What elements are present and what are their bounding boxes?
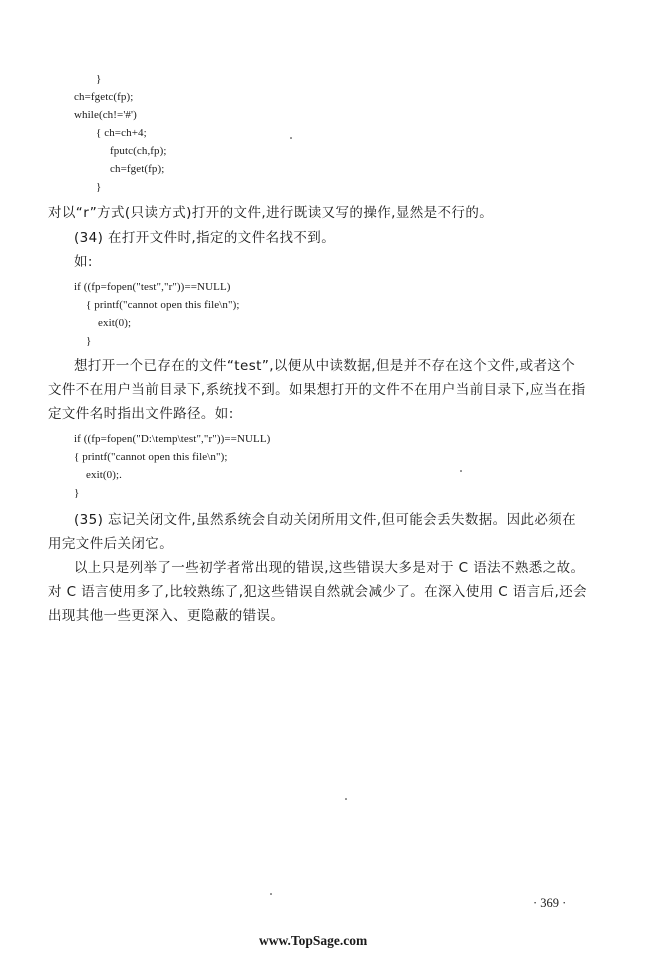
scan-speck (290, 137, 292, 139)
code-line: } (96, 181, 102, 193)
page-number: · 369 · (533, 896, 567, 910)
code-line: { ch=ch+4; (96, 127, 147, 139)
code-line: } (74, 487, 80, 499)
code-line: if ((fp=fopen("D:\temp\test","r"))==NULL) (74, 433, 271, 445)
code-line: fputc(ch,fp); (110, 145, 167, 157)
code-line: { printf("cannot open this file\n"); (74, 451, 228, 463)
code-line: while(ch!='#') (74, 109, 137, 121)
item-35-paragraph-line: (35) 忘记关闭文件,虽然系统会自动关闭所用文件,但可能会丢失数据。因此必须在 (74, 512, 577, 528)
closing-paragraph-line: 出现其他一些更深入、更隐蔽的错误。 (48, 608, 285, 624)
code-line: } (86, 335, 92, 347)
footer-url: www.TopSage.com (259, 933, 368, 948)
body-paragraph-line: 定文件名时指出文件路径。如: (48, 406, 234, 422)
example-label: 如: (74, 254, 93, 270)
code-line: { printf("cannot open this file\n"); (86, 299, 240, 311)
item-34-heading: (34) 在打开文件时,指定的文件名找不到。 (74, 230, 336, 246)
body-paragraph-line: 文件不在用户当前目录下,系统找不到。如果想打开的文件不在用户当前目录下,应当在指 (48, 382, 586, 398)
scan-speck (345, 798, 347, 800)
item-35-paragraph-line: 用完文件后关闭它。 (48, 536, 174, 552)
code-line: ch=fget(fp); (110, 163, 165, 175)
closing-paragraph-line: 以上只是列举了一些初学者常出现的错误,这些错误大多是对于 C 语法不熟悉之故。 (74, 560, 585, 576)
code-line: ch=fgetc(fp); (74, 91, 134, 103)
scan-speck (460, 470, 462, 472)
closing-paragraph-line: 对 C 语言使用多了,比较熟练了,犯这些错误自然就会减少了。在深入使用 C 语言后,还会 (48, 584, 587, 600)
code-line: exit(0); (98, 317, 132, 329)
body-paragraph: 对以“r”方式(只读方式)打开的文件,进行既读又写的操作,显然是不行的。 (48, 205, 494, 221)
code-line: if ((fp=fopen("test","r"))==NULL) (74, 281, 231, 293)
scan-speck (270, 893, 272, 895)
body-paragraph-line: 想打开一个已存在的文件“test”,以便从中读数据,但是并不存在这个文件,或者这个 (74, 358, 576, 374)
code-line: } (96, 73, 102, 85)
code-line: exit(0);. (86, 469, 123, 481)
